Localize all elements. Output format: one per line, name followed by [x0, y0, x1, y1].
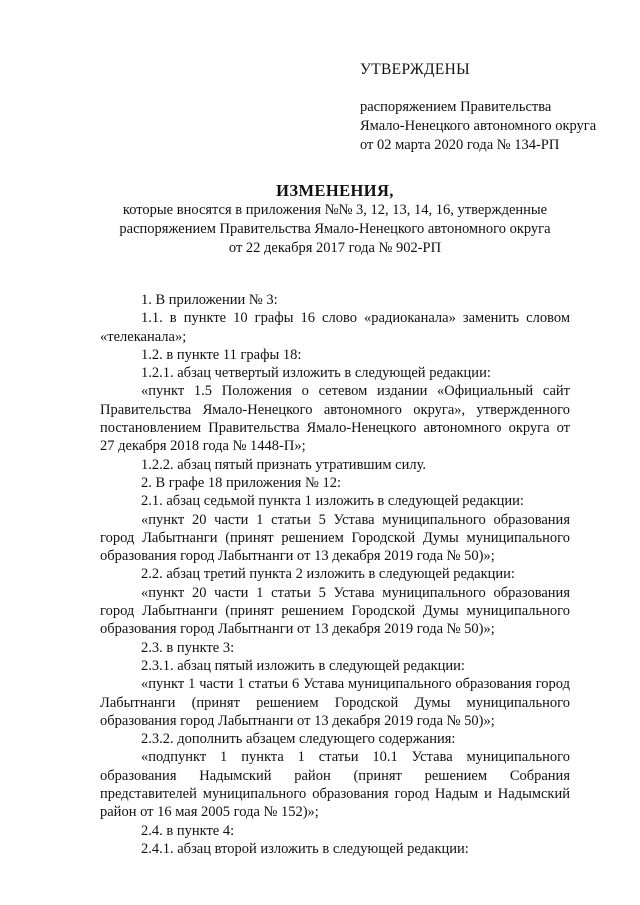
heading-line: которые вносятся в приложения №№ 3, 12, 13, 14, 16, утвержденные	[122, 202, 548, 218]
approval-title: УТВЕРЖДЕНЫ	[360, 61, 470, 78]
paragraph: 2.2. абзац третий пункта 2 изложить в следующей редакции:	[141, 566, 515, 583]
paragraph: 2.1. абзац седьмой пункта 1 изложить в следующей редакции:	[141, 493, 524, 510]
document-title: ИЗМЕНЕНИЯ,	[276, 181, 394, 200]
document-heading	[100, 181, 570, 258]
paragraph: 2.4. в пункте 4:	[141, 822, 235, 839]
paragraph: 1.2.2. абзац пятый признать утратившим силу.	[141, 456, 426, 473]
paragraph: 1. В приложении № 3:	[141, 292, 278, 308]
paragraph: «пункт 20 части 1 статьи 5 Устава муниципального образования город Лабытнанги (принят решением Городской Думы муниципального образования город Лабытнанги от 13 декабря 2019 года № 50)»;	[100, 584, 570, 638]
approval-line: Ямало-Ненецкого автономного округа	[360, 118, 597, 134]
approval-line: распоряжением Правительства	[360, 99, 552, 115]
paragraph: 2.3.1. абзац пятый изложить в следующей редакции:	[141, 657, 465, 674]
paragraph: «пункт 20 части 1 статьи 5 Устава муниципального образования город Лабытнанги (принят решением Городской Думы муниципального образования город Лабытнанги от 13 декабря 2019 года № 50)»;	[100, 511, 570, 565]
paragraph: 2.4.1. абзац второй изложить в следующей редакции:	[141, 840, 469, 857]
paragraph: «пункт 1 части 1 статьи 6 Устава муниципального образования город Лабытнанги (принят решением Городской Думы муниципального образования город Лабытнанги от 13 декабря 2019 года № 50)»;	[100, 676, 570, 729]
approval-block	[360, 60, 596, 155]
approval-line: от 02 марта 2020 года № 134-РП	[360, 137, 560, 153]
heading-line: распоряжением Правительства Ямало-Ненецкого автономного округа	[119, 221, 551, 237]
paragraph: «пункт 1.5 Положения о сетевом издании «Официальный сайт Правительства Ямало-Ненецкого автономного округа», утвержденного постановлением Правительства Ямало-Ненецкого автономного округа от 27 декабря 2018 года № 1448-П»;	[100, 383, 570, 455]
paragraph: 2.3.2. дополнить абзацем следующего содержания:	[141, 731, 456, 748]
heading-line: от 22 декабря 2017 года № 902-РП	[228, 240, 442, 256]
paragraph: 1.1. в пункте 10 графы 16 слово «радиоканала» заменить словом «телеканала»;	[100, 310, 570, 345]
paragraph: «подпункт 1 пункта 1 статьи 10.1 Устава муниципального образования Надымский район (принят решением Собрания представителей муниципального образования город Надым и Надымский район от 16 мая 2005 года № 152)»;	[100, 749, 570, 821]
paragraph: 2.3. в пункте 3:	[141, 639, 235, 656]
paragraph: 2. В графе 18 приложения № 12:	[141, 474, 341, 491]
paragraph: 1.2.1. абзац четвертый изложить в следующей редакции:	[141, 365, 491, 382]
paragraph: 1.2. в пункте 11 графы 18:	[141, 346, 302, 363]
document-body	[100, 291, 570, 858]
